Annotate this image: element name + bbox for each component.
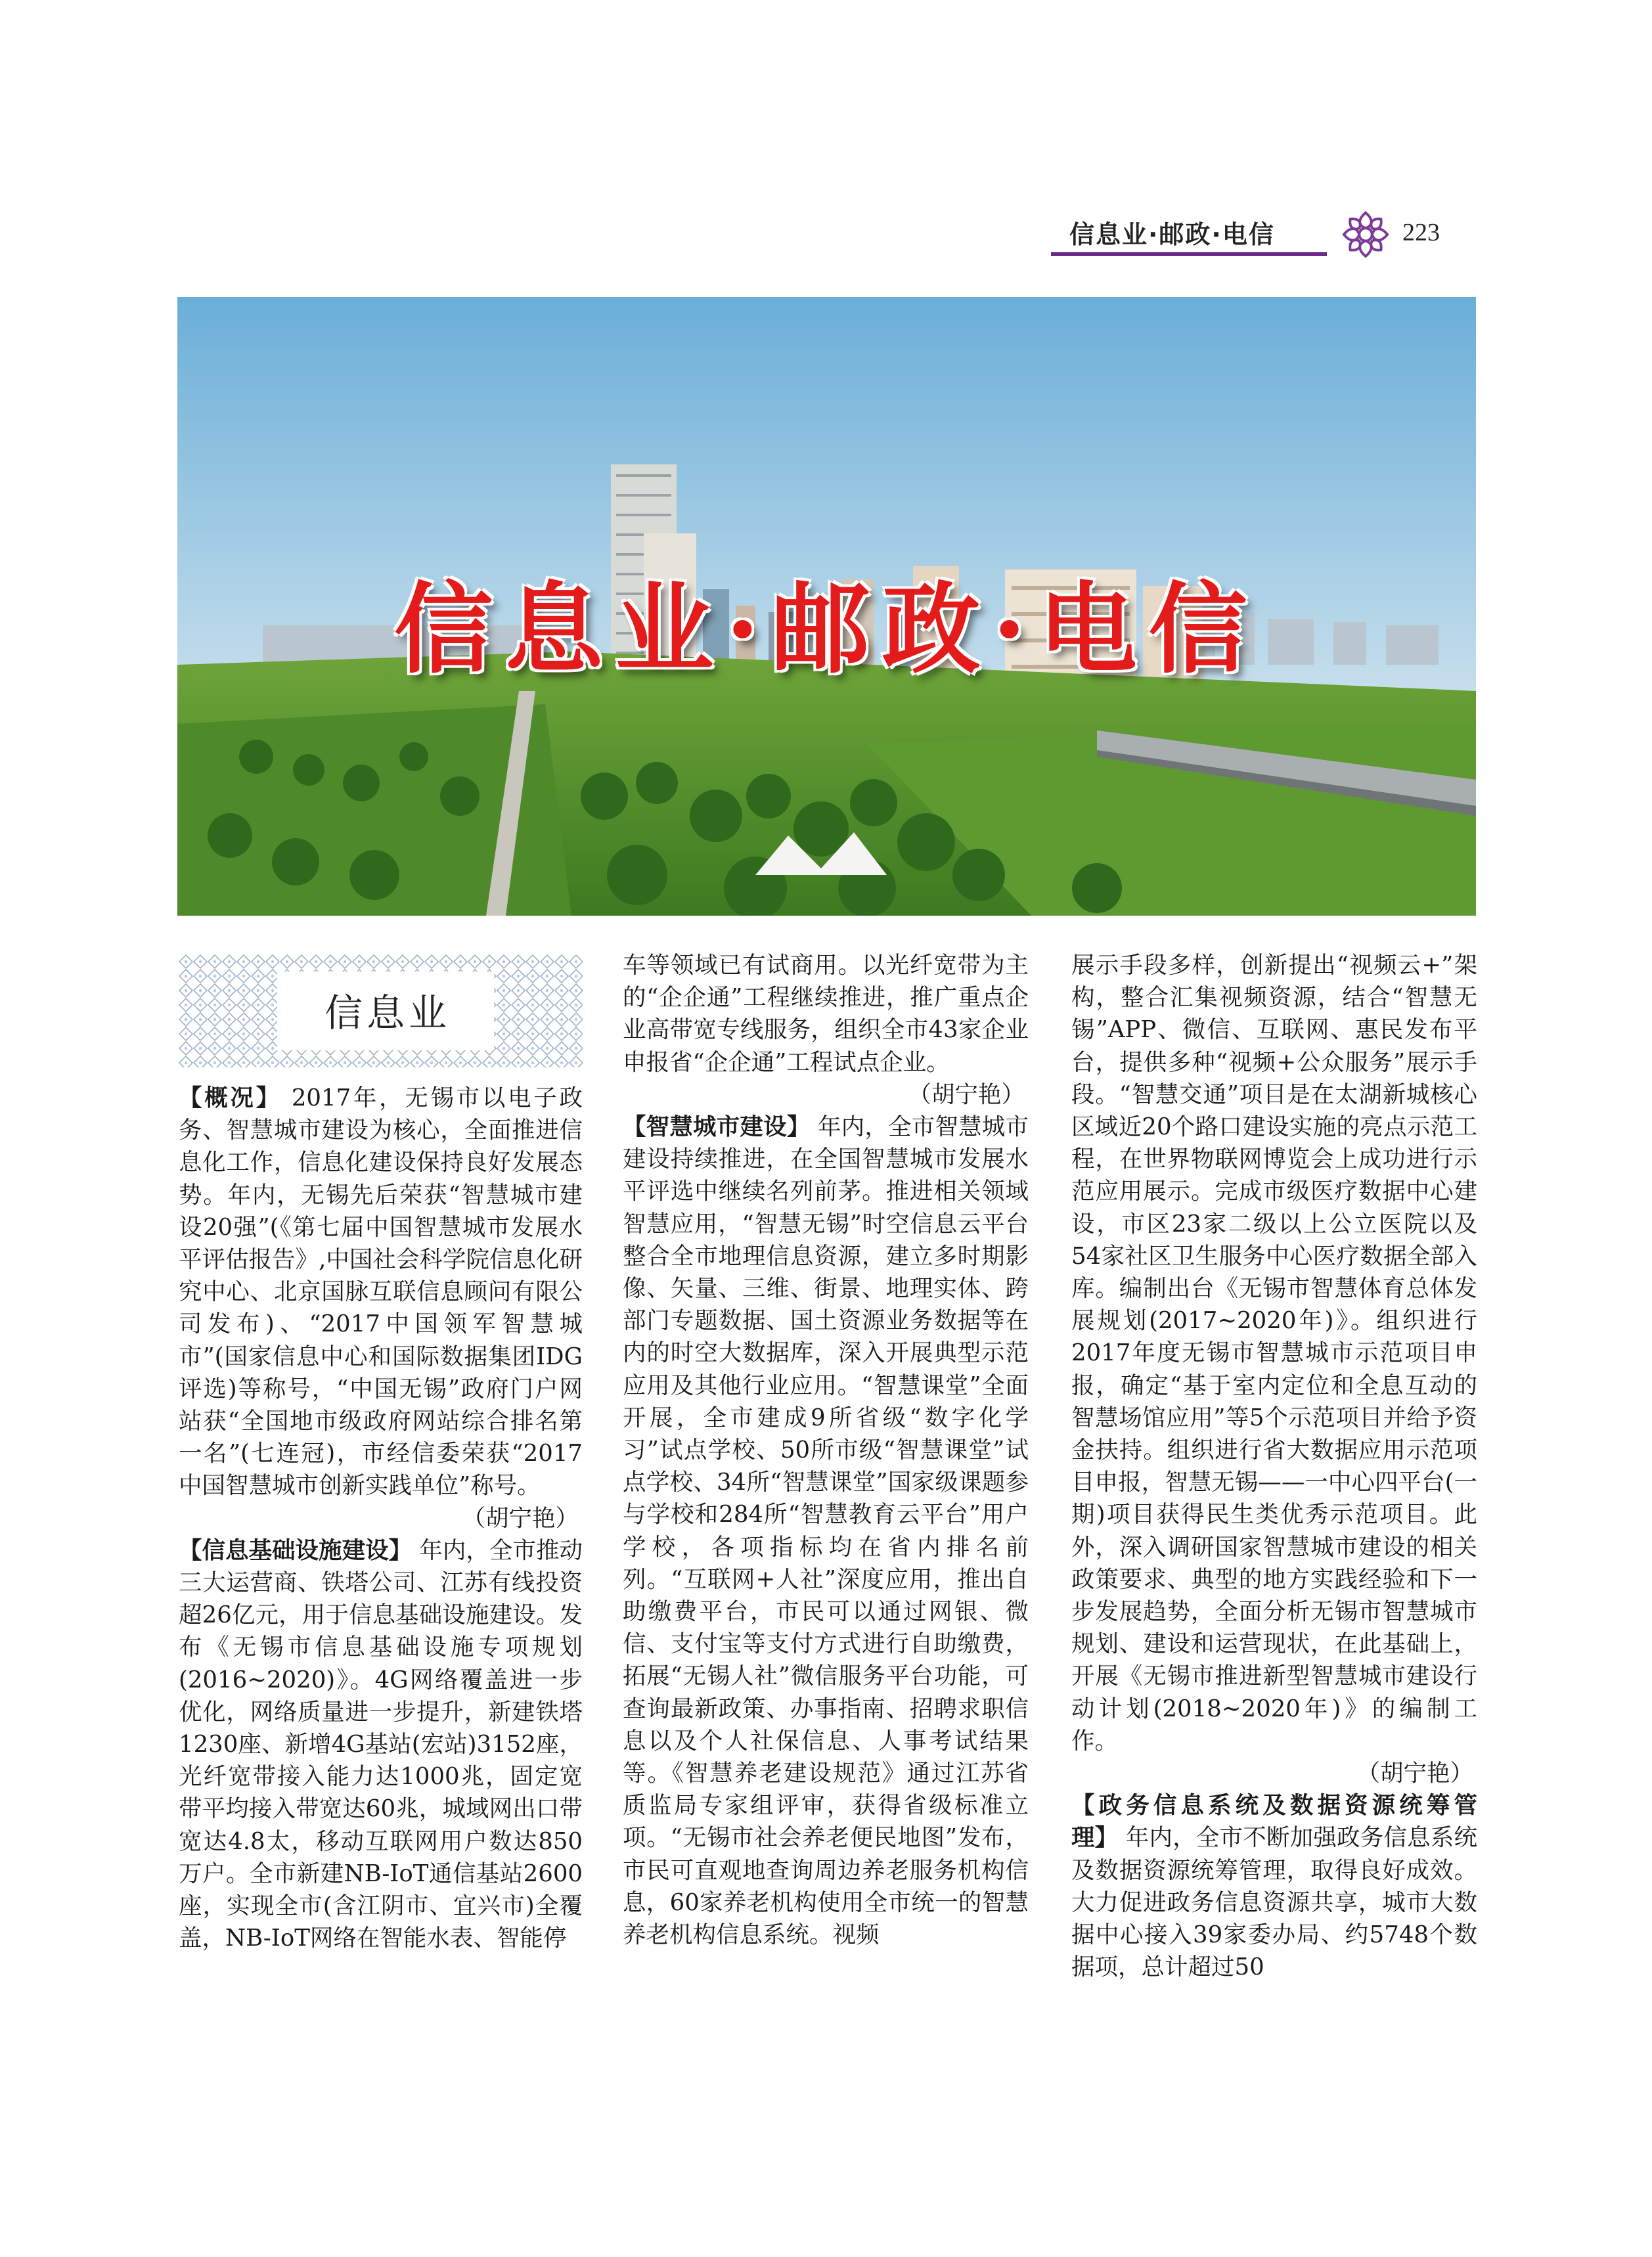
- paragraph-body: 2017年，无锡市以电子政务、智慧城市建设为核心，全面推进信息化工作，信息化建设保持良好发展态势。年内，无锡先后荣获“智慧城市建设20强”(《第七届中国智慧城市发展水平评估报告》,中国社会科学院信息化研究中心、北京国脉互联信息顾问有限公司发布)、“2017中国领军智慧城市”(国家信息中心和国际数据集团IDG评选)等称号，“中国无锡”政府门户网站获“全国地市级政府网站综合排名第一名”(七连冠)，市经信委荣获“2017中国智慧城市创新实践单位”称号。: [179, 1084, 583, 1500]
- text-column-1: [179, 1082, 583, 1954]
- author-signature: （胡宁艳）: [462, 1504, 579, 1532]
- paragraph-continued: 车等领域已有试商用。以光纤宽带为主的“企企通”工程继续推进，推广重点企业高带宽专线服务，组织全市43家企业申报省“企企通”工程试点企业。: [623, 952, 1029, 1076]
- running-header: [1051, 209, 1452, 261]
- paragraph-overview: [179, 1082, 583, 1502]
- paragraph-heading: 【信息基础设施建设】: [179, 1536, 413, 1564]
- header-title: 信息业·邮政·电信: [1069, 220, 1275, 249]
- text-column-3: [1071, 949, 1477, 1984]
- page-number: 223: [1402, 219, 1440, 246]
- section-heading: [179, 954, 583, 1067]
- paragraph-body: 年内，全市推动三大运营商、铁塔公司、江苏有线投资超26亿元，用于信息基础设施建设。发布《无锡市信息基础设施专项规划(2016~2020)》。4G网络覆盖进一步优化，网络质量进一步提升，新建铁塔1230座、新增4G基站(宏站)3152座，光纤宽带接入能力达1000兆，固定宽带平均接入带宽达60兆，城域网出口带宽达4.8太，移动互联网用户数达850万户。全市新建NB-IoT通信基站2600座，实现全市(含江阴市、宜兴市)全覆盖，NB-IoT网络在智能水表、智能停: [179, 1536, 583, 1952]
- paragraph-gov-data: [1071, 1789, 1477, 1983]
- paragraph-smart-city: [623, 1111, 1029, 1951]
- section-label: 信息业: [324, 991, 451, 1035]
- paragraph-infrastructure: [179, 1534, 583, 1955]
- paragraph-heading: 【政务信息系统及数据资源统筹管理】: [1071, 1792, 1477, 1852]
- lotus-emblem-icon: [1340, 209, 1391, 260]
- author-signature: （胡宁艳）: [908, 1081, 1025, 1108]
- author-signature: （胡宁艳）: [1356, 1760, 1473, 1787]
- banner-photo: [177, 297, 1476, 916]
- text-column-2: [623, 949, 1029, 1951]
- paragraph-body: 年内，全市智慧城市建设持续推进，在全国智慧城市发展水平评选中继续名列前茅。推进相关领域智慧应用，“智慧无锡”时空信息云平台整合全市地理信息资源，建立多时期影像、矢量、三维、街景、地理实体、跨部门专题数据、国土资源业务数据等在内的时空大数据库，深入开展典型示范应用及其他行业应用。“智慧课堂”全面开展，全市建成9所省级“数字化学习”试点学校、50所市级“智慧课堂”试点学校、34所“智慧课堂”国家级课题参与学校和284所“智慧教育云平台”用户学校，各项指标均在省内排名前列。“互联网+人社”深度应用，推出自助缴费平台，市民可以通过网银、微信、支付宝等支付方式进行自助缴费，拓展“无锡人社”微信服务平台功能，可查询最新政策、办事指南、招聘求职信息以及个人社保信息、人事考试结果等。《智慧养老建设规范》通过江苏省质监局专家组评审，获得省级标准立项。“无锡市社会养老便民地图”发布，市民可直观地查询周边养老服务机构信息，60家养老机构使用全市统一的智慧养老机构信息系统。视频: [623, 1113, 1029, 1949]
- paragraph-heading: 【智慧城市建设】: [623, 1113, 811, 1141]
- paragraph-body: 年内，全市不断加强政务信息系统及数据资源统筹管理，取得良好成效。大力促进政务信息资源共享，城市大数据中心接入39家委办局、约5748个数据项，总计超过50: [1071, 1824, 1477, 1981]
- header-rule: [1051, 252, 1327, 256]
- paragraph-heading: 【概况】: [179, 1084, 282, 1111]
- banner-title: 信息业·邮政·电信: [394, 571, 1259, 687]
- paragraph-continued: 展示手段多样，创新提出“视频云+”架构，整合汇集视频资源，结合“智慧无锡”APP、微信、互联网、惠民发布平台，提供多种“视频+公众服务”展示手段。“智慧交通”项目是在太湖新城核心区域近20个路口建设实施的亮点示范工程，在世界物联网博览会上成功进行示范应用展示。完成市级医疗数据中心建设，市区23家二级以上公立医院以及54家社区卫生服务中心医疗数据全部入库。编制出台《无锡市智慧体育总体发展规划(2017~2020年)》。组织进行2017年度无锡市智慧城市示范项目申报，确定“基于室内定位和全息互动的智慧场馆应用”等5个示范项目并给予资金扶持。组织进行省大数据应用示范项目申报，智慧无锡——一中心四平台(一期)项目获得民生类优秀示范项目。此外，深入调研国家智慧城市建设的相关政策要求、典型的地方实践经验和下一步发展趋势，全面分析无锡市智慧城市规划、建设和运营现状，在此基础上，开展《无锡市推进新型智慧城市建设行动计划(2018~2020年)》的编制工作。: [1071, 952, 1477, 1754]
